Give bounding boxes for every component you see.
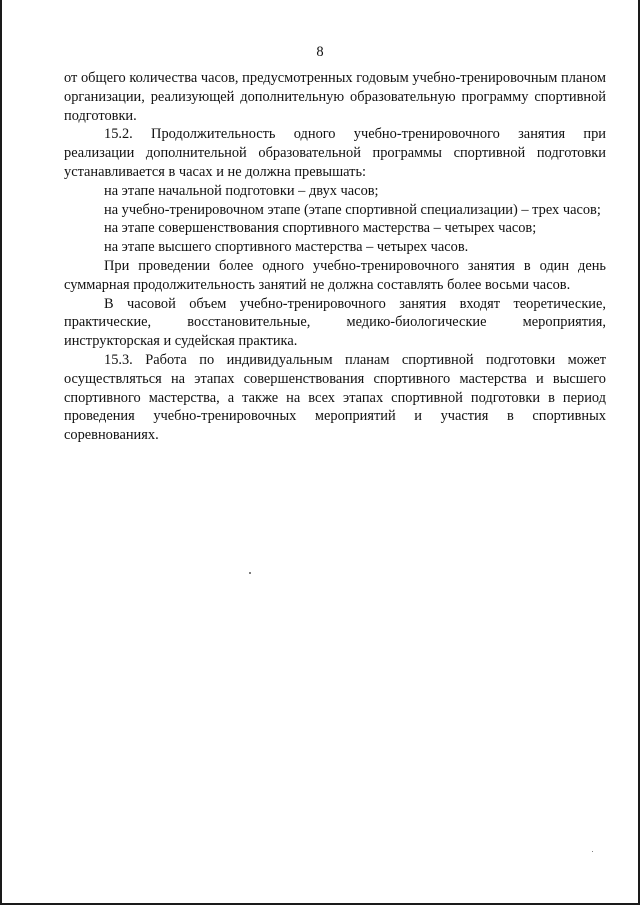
list-item-improvement-stage: на этапе совершенствования спортивного мастерства – четырех часов; — [104, 220, 537, 237]
paragraph-15-2: 15.2. Продолжительность одного учебно-тренировочного занятия при реализации дополнительной образовательной программы спортивной подготовки устанавливается в часах и не должна превышать: — [64, 126, 606, 180]
list-item-initial-stage: на этапе начальной подготовки – двух часов; — [104, 182, 379, 199]
body-text — [64, 69, 606, 445]
paragraph-daily-limit: При проведении более одного учебно-тренировочного занятия в один день суммарная продолжительность занятий не должна составлять более восьми часов. — [64, 257, 606, 293]
scan-speck — [592, 851, 593, 852]
page-number: 8 — [316, 44, 324, 60]
paragraph-15-3: 15.3. Работа по индивидуальным планам спортивной подготовки может осуществляться на этапах совершенствования спортивного мастерства и высшего спортивного мастерства, а также на всех этапах спортивной подготовки в период проведения учебно-тренировочных мероприятий и участия в спортивных соревнованиях. — [64, 351, 606, 444]
paragraph-continuation: от общего количества часов, предусмотренных годовым учебно-тренировочным планом организации, реализующей дополнительную образовательную программу спортивной подготовки. — [64, 70, 606, 124]
list-item-training-stage: на учебно-тренировочном этапе (этапе спортивной специализации) – трех часов; — [104, 201, 601, 218]
scan-edge-left — [0, 0, 2, 905]
list-item-higher-stage: на этапе высшего спортивного мастерства – четырех часов. — [104, 239, 469, 256]
paragraph-hourly-volume: В часовой объем учебно-тренировочного занятия входят теоретические, практические, восстановительные, медико-биологические мероприятия, инструкторская и судейская практика. — [64, 295, 606, 350]
scan-speck — [249, 572, 251, 574]
